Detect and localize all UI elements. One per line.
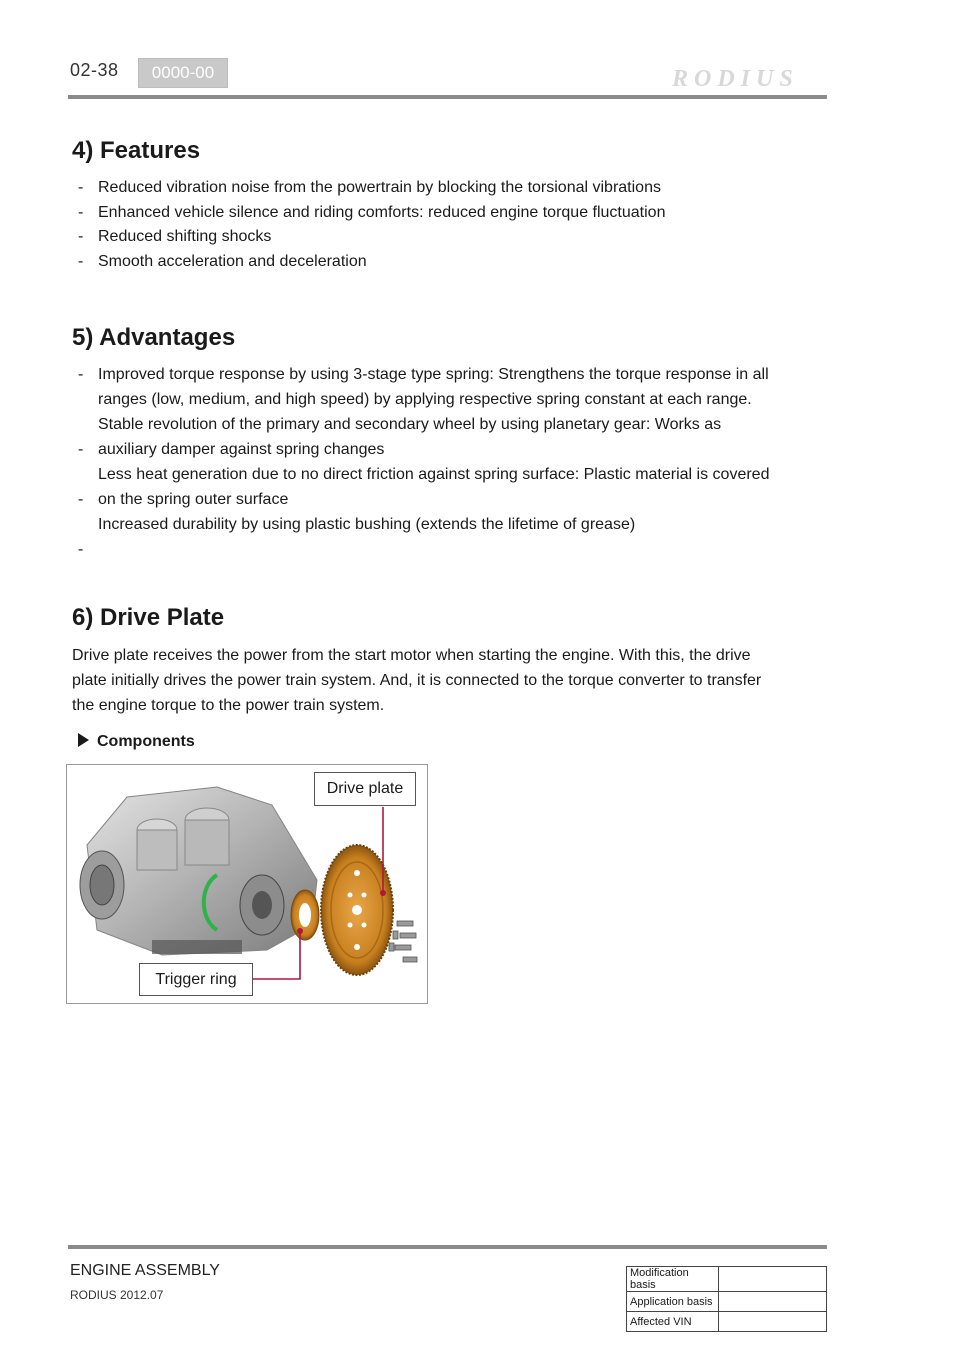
components-label: Components: [78, 733, 195, 751]
list-item: - Less heat generation due to no direct friction against spring surface: Plastic material is covered on the spring outer surface: [78, 466, 770, 508]
trigger-ring-callout: Trigger ring: [139, 963, 253, 996]
list-item: - Reduced shifting shocks: [78, 228, 272, 245]
features-list: [78, 176, 665, 274]
list-item: - Increased durability by using plastic bushing (extends the lifetime of grease): [78, 516, 636, 558]
footer-model-date: RODIUS 2012.07: [70, 1288, 164, 1302]
list-item: - Improved torque response by using 3-stage type spring: Strengthens the torque response in all ranges (low, medium, and high speed) by applying respective spring constant at each range.: [78, 366, 769, 408]
drive-plate-heading: 6) Drive Plate: [72, 604, 225, 631]
table-row: Affected VIN: [627, 1312, 827, 1332]
trigger-ring-icon: [291, 890, 319, 940]
engine-block-icon: [80, 787, 317, 955]
trigger-ring-leader-dot: [297, 928, 303, 934]
section-code-badge: 0000-00: [138, 58, 228, 88]
triangle-bullet-icon: [78, 733, 89, 747]
footer-section-title: ENGINE ASSEMBLY: [70, 1262, 220, 1279]
page-number: 02-38: [70, 60, 119, 80]
bolts-icon: [389, 921, 417, 962]
list-item: - Enhanced vehicle silence and riding comforts: reduced engine torque fluctuation: [78, 203, 666, 221]
drive-plate-callout: Drive plate: [314, 772, 416, 806]
list-item: - Reduced vibration noise from the powertrain by blocking the torsional vibrations: [78, 179, 661, 196]
table-row: Modification basis: [627, 1267, 827, 1292]
advantages-list: [78, 362, 769, 562]
drive-plate-leader-dot: [380, 890, 386, 896]
features-heading: 4) Features: [72, 137, 201, 164]
advantages-heading: 5) Advantages: [72, 324, 236, 351]
revision-info-table: [626, 1266, 827, 1332]
table-row: Application basis: [627, 1292, 827, 1312]
components-figure: [66, 764, 428, 1004]
drive-plate-description: Drive plate receives the power from the start motor when starting the engine. With this, the drive plate initially drives the power train system. And, it is connected to the torque converter to transfer the engine torque to the power train system.: [72, 647, 762, 714]
list-item: - Stable revolution of the primary and secondary wheel by using planetary gear: Works as auxiliary damper against spring changes: [78, 416, 722, 458]
footer-rule: [68, 1245, 827, 1249]
header-rule: [68, 95, 827, 99]
brand-logo: RODIUS: [672, 66, 799, 92]
list-item: - Smooth acceleration and deceleration: [78, 252, 367, 270]
